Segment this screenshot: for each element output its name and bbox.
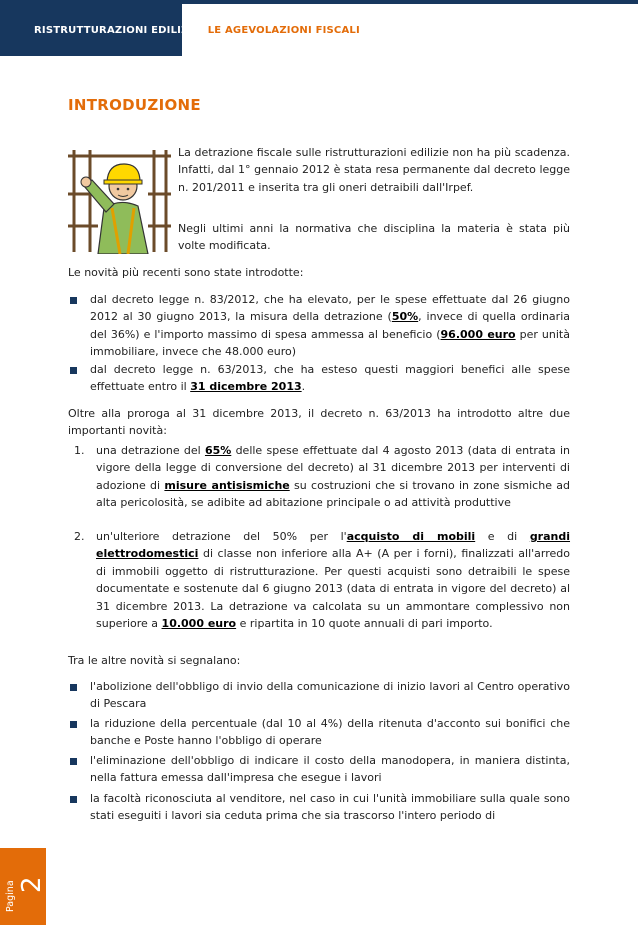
worker-illustration — [68, 146, 171, 254]
list-item: l'eliminazione dell'obbligo di indicare il costo della manodopera, in maniera distinta, nella fattura emessa dall'impresa che esegue i lavori — [90, 754, 570, 785]
bullet-square-icon — [70, 367, 77, 374]
proroga-paragraph: Oltre alla proroga al 31 dicembre 2013, il decreto n. 63/2013 ha introdotto altre due importanti novità: — [68, 407, 570, 438]
list-number: 1. — [74, 444, 85, 457]
header-title-part1: RISTRUTTURAZIONI EDILIZIE: — [34, 25, 204, 36]
list-item: la riduzione della percentuale (dal 10 al 4%) della ritenuta d'acconto sui bonifici che banche e Poste hanno l'obbligo di operare — [90, 717, 570, 748]
list-item: l'abolizione dell'obbligo di invio della comunicazione di inizio lavori al Centro operativo di Pescara — [90, 680, 570, 711]
list-item: dal decreto legge n. 63/2013, che ha esteso questi maggiori benefici alle spese effettuate entro il 31 dicembre 2013. — [90, 363, 570, 394]
page-header — [0, 0, 638, 56]
bullet-square-icon — [70, 297, 77, 304]
header-title — [34, 25, 360, 36]
intro-paragraph-2: Negli ultimi anni la normativa che disciplina la materia è stata più volte modificata. — [178, 222, 570, 253]
list-item: la facoltà riconosciuta al venditore, nel caso in cui l'unità immobiliare sulla quale sono stati eseguiti i lavori sia ceduta prima che sia trascorso l'intero periodo di — [90, 792, 570, 823]
numbered-item: una detrazione del 65% delle spese effettuate dal 4 agosto 2013 (data di entrata in vigore della legge di conversione del decreto) al 31 dicembre 2013 per interventi di adozione di misure antisismiche su costruzioni che si trovano in zone sismiche ad alta pericolosità, se adibite ad abitazione principale o ad attività produttive — [96, 444, 570, 510]
altre-novita-intro: Tra le altre novità si segnalano: — [68, 654, 241, 667]
list-item: dal decreto legge n. 83/2012, che ha elevato, per le spese effettuate dal 26 giugno 2012 al 30 giugno 2013, la misura della detrazione (50%, invece di quella ordinaria del 36%) e l'importo massimo di spesa ammessa al beneficio (96.000 euro per unità immobiliare, invece che 48.000 euro) — [90, 293, 570, 359]
bullet-square-icon — [70, 758, 77, 765]
novita-intro: Le novità più recenti sono state introdotte: — [68, 266, 304, 279]
section-title: INTRODUZIONE — [68, 96, 201, 114]
header-title-part2: LE AGEVOLAZIONI FISCALI — [207, 25, 360, 36]
bullet-square-icon — [70, 721, 77, 728]
page-label: Pagina — [5, 880, 16, 912]
bullet-square-icon — [70, 684, 77, 691]
numbered-item: un'ulteriore detrazione del 50% per l'acquisto di mobili e di grandi elettrodomestici di classe non inferiore alla A+ (A per i forni), finalizzati all'arredo di immobili oggetto di ristrutturazione. Per questi acquisti sono detraibili le spese documentate e sostenute dal 6 giugno 2013 (data di entrata in vigore del decreto) al 31 dicembre 2013. La detrazione va calcolata su un ammontare complessivo non superiore a 10.000 euro e ripartita in 10 quote annuali di pari importo. — [96, 530, 571, 631]
page-number: 2 — [17, 876, 47, 893]
intro-paragraph-1: La detrazione fiscale sulle ristrutturazioni edilizie non ha più scadenza. Infatti, dal 1° gennaio 2012 è stata resa permanente dal decreto legge n. 201/2011 e inserita tra gli oneri detraibili dall'Irpef. — [178, 146, 570, 194]
header-rule — [182, 0, 638, 4]
bullet-square-icon — [70, 796, 77, 803]
list-number: 2. — [74, 530, 85, 543]
